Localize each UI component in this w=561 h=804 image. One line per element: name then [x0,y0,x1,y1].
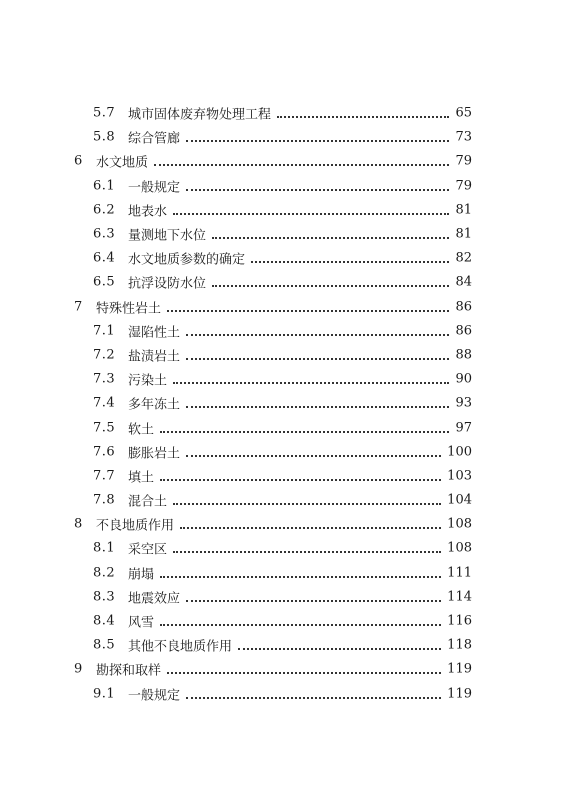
toc-section-entry[interactable] [0,270,561,294]
toc-section-entry[interactable] [0,125,561,149]
table-of-contents [0,101,561,706]
toc-entry-number: 7.4 [93,395,116,411]
toc-dot-leader [212,237,449,239]
toc-entry-page-number: 111 [447,565,472,581]
toc-entry-page-number: 104 [447,492,472,508]
toc-entry-title: 抗浮设防水位 [128,276,207,292]
toc-chapter-entry[interactable] [0,149,561,173]
toc-entry-title: 地表水 [128,204,168,220]
toc-entry-number: 6.5 [93,274,116,290]
toc-dot-leader [173,382,449,384]
toc-entry-number: 7.5 [93,420,116,436]
toc-section-entry[interactable] [0,391,561,415]
toc-chapter-entry[interactable] [0,657,561,681]
toc-entry-title: 城市固体废弃物处理工程 [128,107,272,123]
toc-entry-page-number: 82 [455,250,472,266]
toc-entry-number: 7 [74,299,83,315]
toc-section-entry[interactable] [0,222,561,246]
toc-entry-page-number: 100 [447,444,472,460]
toc-entry-number: 6.1 [93,178,116,194]
toc-entry-title: 混合土 [128,494,168,510]
toc-entry-number: 5.8 [93,129,116,145]
toc-entry-page-number: 103 [447,468,472,484]
toc-dot-leader [160,431,449,433]
toc-entry-page-number: 65 [455,105,472,121]
toc-section-entry[interactable] [0,682,561,706]
toc-entry-number: 8.5 [93,637,116,653]
toc-entry-page-number: 79 [455,153,472,169]
toc-dot-leader [180,527,441,529]
toc-entry-title: 水文地质参数的确定 [128,252,246,268]
toc-entry-title: 综合管廊 [128,131,181,147]
toc-section-entry[interactable] [0,101,561,125]
toc-chapter-entry[interactable] [0,512,561,536]
toc-entry-title: 采空区 [128,542,168,558]
toc-dot-leader [186,697,441,699]
toc-entry-page-number: 81 [455,226,472,242]
toc-entry-title: 不良地质作用 [96,518,175,534]
toc-entry-number: 8.3 [93,589,116,605]
toc-entry-number: 7.2 [93,347,116,363]
toc-section-entry[interactable] [0,198,561,222]
toc-entry-page-number: 84 [455,274,472,290]
toc-entry-title: 勘探和取样 [96,663,162,679]
toc-entry-page-number: 86 [455,299,472,315]
toc-dot-leader [160,479,441,481]
toc-entry-number: 8.2 [93,565,116,581]
toc-entry-page-number: 108 [447,540,472,556]
toc-section-entry[interactable] [0,633,561,657]
toc-entry-title: 一般规定 [128,688,181,704]
toc-entry-title: 污染土 [128,373,168,389]
toc-entry-page-number: 79 [455,178,472,194]
toc-entry-title: 崩塌 [128,567,155,583]
toc-dot-leader [173,503,441,505]
toc-dot-leader [160,624,441,626]
toc-entry-page-number: 118 [447,637,472,653]
toc-entry-page-number: 93 [455,395,472,411]
toc-entry-title: 盐渍岩土 [128,349,181,365]
toc-dot-leader [186,455,441,457]
toc-entry-number: 7.3 [93,371,116,387]
toc-entry-number: 7.8 [93,492,116,508]
toc-entry-number: 7.7 [93,468,116,484]
toc-entry-number: 9.1 [93,686,116,702]
toc-section-entry[interactable] [0,440,561,464]
toc-dot-leader [173,213,449,215]
toc-entry-title: 多年冻土 [128,397,181,413]
toc-dot-leader [167,310,449,312]
toc-entry-title: 水文地质 [96,155,149,171]
toc-entry-page-number: 114 [447,589,472,605]
toc-section-entry[interactable] [0,343,561,367]
toc-entry-page-number: 81 [455,202,472,218]
toc-section-entry[interactable] [0,609,561,633]
toc-dot-leader [186,189,449,191]
toc-dot-leader [186,406,449,408]
toc-entry-number: 5.7 [93,105,116,121]
toc-section-entry[interactable] [0,367,561,391]
toc-dot-leader [186,140,449,142]
toc-entry-page-number: 108 [447,516,472,532]
toc-entry-number: 6.2 [93,202,116,218]
toc-entry-page-number: 88 [455,347,472,363]
toc-entry-number: 7.6 [93,444,116,460]
toc-section-entry[interactable] [0,464,561,488]
toc-dot-leader [167,672,441,674]
toc-entry-number: 8 [74,516,83,532]
toc-dot-leader [154,164,449,166]
toc-entry-page-number: 116 [447,613,472,629]
toc-entry-number: 6.3 [93,226,116,242]
toc-section-entry[interactable] [0,488,561,512]
toc-dot-leader [238,648,441,650]
toc-section-entry[interactable] [0,319,561,343]
toc-entry-number: 8.1 [93,540,116,556]
toc-section-entry[interactable] [0,585,561,609]
toc-dot-leader [173,551,441,553]
toc-entry-number: 6 [74,153,83,169]
toc-entry-title: 特殊性岩土 [96,301,162,317]
toc-entry-title: 量测地下水位 [128,228,207,244]
toc-section-entry[interactable] [0,246,561,270]
toc-entry-number: 8.4 [93,613,116,629]
toc-entry-title: 湿陷性土 [128,325,181,341]
toc-dot-leader [277,116,449,118]
toc-section-entry[interactable] [0,561,561,585]
toc-entry-title: 一般规定 [128,180,181,196]
toc-entry-page-number: 86 [455,323,472,339]
toc-entry-page-number: 119 [447,686,472,702]
toc-chapter-entry[interactable] [0,295,561,319]
toc-dot-leader [251,261,449,263]
toc-dot-leader [212,285,449,287]
toc-entry-page-number: 97 [455,420,472,436]
toc-entry-page-number: 73 [455,129,472,145]
toc-entry-title: 填土 [128,470,155,486]
toc-entry-page-number: 90 [455,371,472,387]
toc-section-entry[interactable] [0,415,561,439]
toc-section-entry[interactable] [0,536,561,560]
toc-dot-leader [186,334,449,336]
toc-entry-number: 9 [74,661,83,677]
toc-entry-title: 风雪 [128,615,155,631]
toc-dot-leader [160,576,441,578]
toc-entry-title: 地震效应 [128,591,181,607]
toc-dot-leader [186,600,441,602]
toc-entry-title: 膨胀岩土 [128,446,181,462]
toc-entry-title: 其他不良地质作用 [128,639,233,655]
toc-entry-number: 7.1 [93,323,116,339]
toc-section-entry[interactable] [0,174,561,198]
toc-entry-number: 6.4 [93,250,116,266]
toc-entry-page-number: 119 [447,661,472,677]
toc-dot-leader [186,358,449,360]
toc-entry-title: 软土 [128,422,155,438]
